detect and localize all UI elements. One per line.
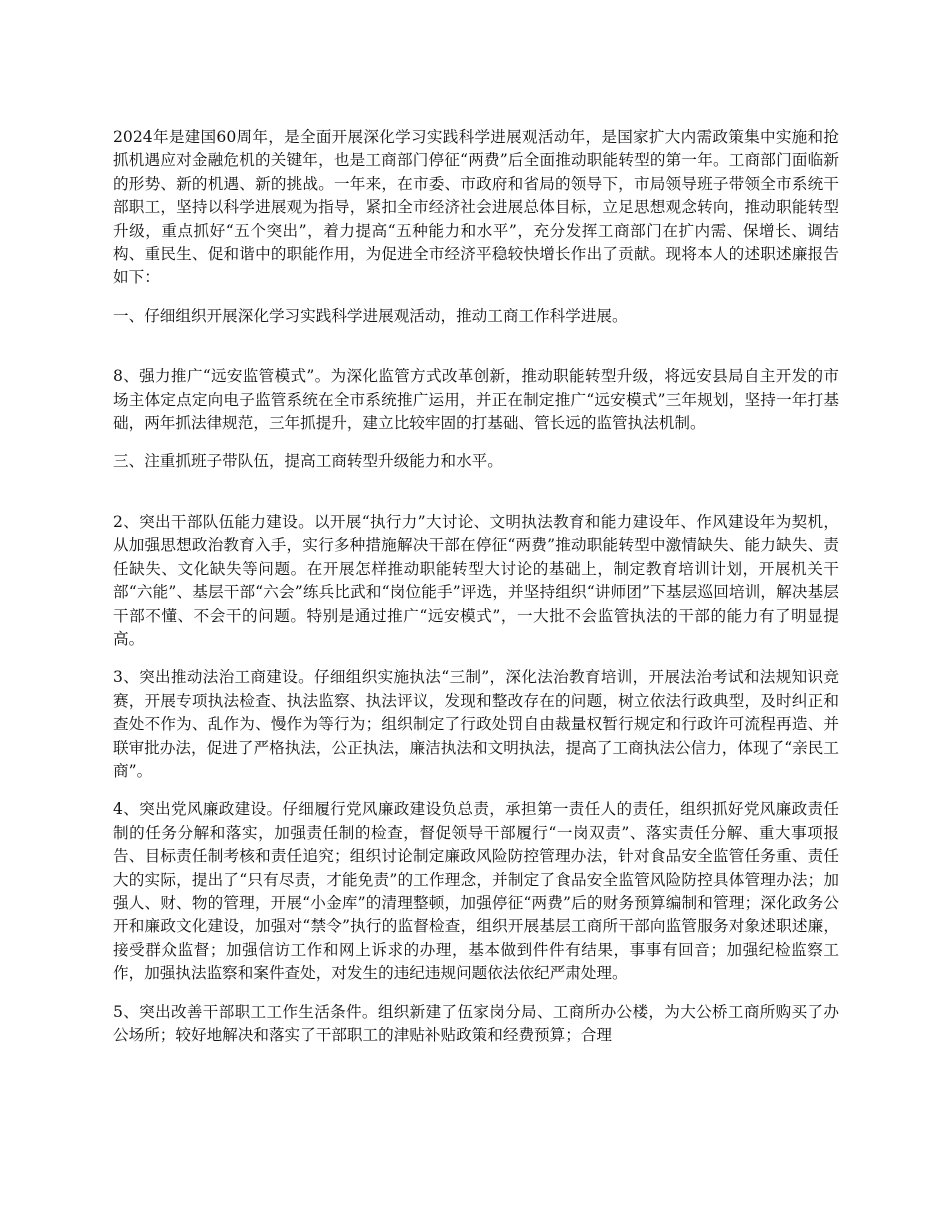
paragraph-item-5: 5、突出改善干部职工工作生活条件。组织新建了伍家岗分局、工商所办公楼，为大公桥工商所购买了办公场所；较好地解决和落实了干部职工的津贴补贴政策和经费预算；合理 xyxy=(113,1002,839,1044)
section-heading-one: 一、仔细组织开展深化学习实践科学进展观活动，推动工商工作科学进展。 xyxy=(113,306,628,325)
document-body xyxy=(113,126,839,1047)
paragraph-item-3: 3、突出推动法治工商建设。仔细组织实施执法“三制”，深化法治教育培训，开展法治考试和法规知识竞赛，开展专项执法检查、执法监察、执法评议，发现和整改存在的问题，树立依法行政典型，及时纠正和查处不作为、乱作为、慢作为等行为；组织制定了行政处罚自由裁量权暂行规定和行政许可流程再造、并联审批办法，促进了严格执法，公正执法，廉洁执法和文明执法，提高了工商执法公信力，体现了“亲民工商”。 xyxy=(113,668,839,780)
paragraph-item-2: 2、突出干部队伍能力建设。以开展“执行力”大讨论、文明执法教育和能力建设年、作风建设年为契机，从加强思想政治教育入手，实行多种措施解决干部在停征“两费”推动职能转型中激情缺失、能力缺失、责任缺失、文化缺失等问题。在开展怎样推动职能转型大讨论的基础上，制定教育培训计划，开展机关干部“六能”、基层干部“六会”练兵比武和“岗位能手”评选，并坚持组织“讲师团”下基层巡回培训，解决基层干部不懂、不会干的问题。特别是通过推广“远安模式”，一大批不会监管执法的干部的能力有了明显提高。 xyxy=(113,512,839,648)
paragraph-item-4: 4、突出党风廉政建设。仔细履行党风廉政建设负总责，承担第一责任人的责任，组织抓好党风廉政责任制的任务分解和落实，加强责任制的检查，督促领导干部履行“一岗双责”、落实责任分解、重大事项报告、目标责任制考核和责任追究；组织讨论制定廉政风险防控管理办法，针对食品安全监管任务重、责任大的实际，提出了“只有尽责，才能免责”的工作理念，并制定了食品安全监管风险防控具体管理办法；加强人、财、物的管理，开展“小金库”的清理整顿，加强停征“两费”后的财务预算编制和管理；深化政务公开和廉政文化建设，加强对“禁令”执行的监督检查，组织开展基层工商所干部向监管服务对象述职述廉，接受群众监督；加强信访工作和网上诉求的办理，基本做到件件有结果，事事有回音；加强纪检监察工作，加强执法监察和案件查处，对发生的违纪违规问题依法依纪严肃处理。 xyxy=(113,800,839,983)
section-heading-three: 三、注重抓班子带队伍，提高工商转型升级能力和水平。 xyxy=(113,452,503,471)
paragraph-item-8: 8、强力推广“远安监管模式”。为深化监管方式改革创新，推动职能转型升级，将远安县局自主开发的市场主体定点定向电子监管系统在全市系统推广运用，并正在制定推广“远安模式”三年规划，坚持一年打基础，两年抓法律规范，三年抓提升，建立比较牢固的打基础、管长远的监管执法机制。 xyxy=(113,367,839,433)
paragraph-intro: 2024年是建国60周年，是全面开展深化学习实践科学进展观活动年，是国家扩大内需政策集中实施和抢抓机遇应对金融危机的关键年，也是工商部门停征“两费”后全面推动职能转型的第一年。工商部门面临新的形势、新的机遇、新的挑战。一年来，在市委、市政府和省局的领导下，市局领导班子带领全市系统干部职工，坚持以科学进展观为指导，紧扣全市经济社会进展总体目标，立足思想观念转向，推动职能转型升级，重点抓好“五个突出”，着力提高“五种能力和水平”，充分发挥工商部门在扩内需、保增长、调结构、重民生、促和谐中的职能作用，为促进全市经济平稳较快增长作出了贡献。现将本人的述职述廉报告如下： xyxy=(113,128,839,287)
